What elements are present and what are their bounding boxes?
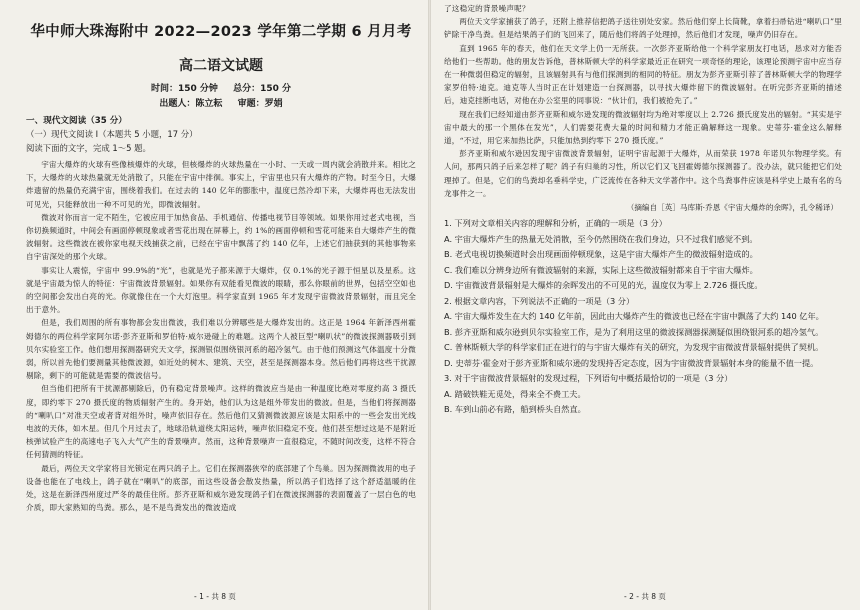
passage-source: （摘编自［英］马库斯·乔恩《宇宙大爆炸的余晖》，孔令稀译） <box>626 203 838 213</box>
exam-reviewer: 审题：罗娟 <box>237 99 283 109</box>
question-option: B. 彭齐亚斯和威尔逊到贝尔实验室工作，是为了利用这里的微波探测器探测疑似围绕银河系的超冷氢气。 <box>444 326 824 337</box>
question-option: C. 我们难以分辨身边所有微波辐射的来源，实际上这些微波辐射都来自于宇宙大爆炸。 <box>444 264 758 275</box>
question-option: C. 普林斯顿大学的科学家们正在进行的与宇宙大爆炸有关的研究，为发现宇宙微波背景辐射提供了契机。 <box>444 342 824 353</box>
page-two <box>430 0 860 610</box>
exam-title: 华中师大珠海附中 2022—2023 学年第二学期 6 月月考 <box>30 24 412 40</box>
question-option: B. 老式电视切换频道时会出现画面停顿现象，这是宇宙大爆炸产生的微波辐射造成的。 <box>444 249 758 260</box>
question-option: D. 史蒂芬·霍金对于彭齐亚斯和威尔逊的发现持否定态度，因为宇宙微波背景辐射本身的能量不值一提。 <box>444 357 819 368</box>
question-stem: 1. 下列对文章相关内容的理解和分析，正确的一项是（3 分） <box>444 218 667 229</box>
exam-setter: 出题人：陈立耘 <box>159 99 223 109</box>
passage-part-two <box>444 2 842 200</box>
passage-paragraph: 直到 1965 年的春天，他们在天文学上仍一无所获。一次彭齐亚斯给他一个科学家朋友打电话，恳求对方能否给他们一些帮助。他的朋友告诉他，普林斯顿大学的科学家最近正在研究一项奇怪的理论，该理论预测宇宙中应当存在一种微弱但稳定的辐射，且该辐射具有与他们探测到的相同的特征。朋友为彭齐亚斯引荐了普林斯顿大学的物理学家罗伯特·迪克。迪克等人当时正在计划建造一台探测器，以寻找大爆炸留下的微波辐射。在听完彭齐亚斯的描述后，迪克挂断电话，对他在办公室里的同事说：“伙计们，我们被抢先了。” <box>444 43 842 106</box>
question-option: A. 宇宙大爆炸发生在大约 140 亿年前，因此由大爆炸产生的微波也已经在宇宙中飘荡了大约 140 亿年。 <box>444 311 824 322</box>
passage-paragraph: 但当他们把所有干扰源都剔除后，仍有稳定背景噪声。这样的微波应当是由一种温度比绝对零度约高 3 摄氏度，即约零下 270 摄氏度的物质辐射产生的。身开始，他们认为这是组外带发出的微波。但是，当他们将探测器的“喇叭口”对准天空或者背对组外时，噪声依旧存在。然后他们又猜测微波源应该是太阳系中的一些会发出光线电波的天体，如木星。但几个月过去了，地球沿轨道绕太阳运转，噪声依旧稳定不变。他们甚至想过这是不是附近核弹试验产生的高速电子飞入大气产生的背景噪声。然而，这种背景噪声一直很稳定，不随时间改变，这样不符合任何猜测的特征。 <box>26 384 416 460</box>
question-option: B. 车到山前必有路，船到桥头自然直。 <box>444 404 586 415</box>
reading-instruction: 阅读下面的文字，完成 1～5 题。 <box>26 143 151 153</box>
subsection-heading: （一）现代文阅读 I（本题共 5 小题，17 分） <box>26 129 198 139</box>
passage-paragraph: 微波对你而言一定不陌生，它被应用于加热食品、手机通信、传播电视节目等领域。如果你用过老式电视，当你切换频道时，中间会有画面停顿现象或者雪花出现在屏幕上，约 1%的画面停顿和雪花可能来自大爆炸产生的微波辐射。这些微波在被你家电视天线捕获之前，已经在宇宙中飘荡了约 140 亿年，上述它们抽获到的其他事物来自宇宙深处的那个火球。 <box>26 212 416 262</box>
question-stem: 3. 对于宇宙微波背景辐射的发现过程，下列语句中概括最恰切的一项是（3 分） <box>444 373 733 384</box>
passage-paragraph: 两位天文学家捕获了鸽子，还附上推荐信把鸽子送往别处安家。然后他们穿上长筒靴，拿着扫帚钻进“喇叭口”里铲除干净鸟粪。但是结果鸽子们的飞回来了，随后他们将鸽子处理掉，然后他们才发现，噪声仍旧存在。 <box>444 17 842 40</box>
question-option: A. 宇宙大爆炸产生的热量无处消散，至今仍然围绕在我们身边，只不过我们感觉不到。 <box>444 233 758 244</box>
question-option: D. 宇宙微波背景辐射是大爆炸的余晖发出的不可见的光，温度仅为零上 2.726 摄氏度。 <box>444 280 763 291</box>
page-footer: - 2 - 共 8 页 <box>624 592 666 601</box>
exam-subtitle: 高二语文试题 <box>179 58 263 74</box>
exam-authors <box>26 96 416 109</box>
exam-time-score <box>26 81 416 94</box>
passage-paragraph: 宇宙大爆炸的火球有些像核爆炸的火球，但核爆炸的火球热量在一小时、一天或一周内就会消散并来。相比之下，大爆炸的火球热量就无处消散了，只能在宇宙中徘徊。事实上，宇宙里也只有大爆炸的产物。时至今日，大爆炸遗留的热量仍充满宇宙，围绕着我们。在过去的 140 亿年的膨胀中，温度已然冷却下来，大爆炸再也无法发出可见光，只能释放出一种不可见的光，即微波辐射。 <box>26 160 416 209</box>
passage-paragraph: 但是，我们周围的所有事物都会发出微波，我们难以分辨哪些是大爆炸发出的。这正是 1964 年新泽西州霍姆德尔的两位科学家阿尔诺·彭齐亚斯和罗伯特·威尔逊碰上的难题。这两个人被巨型“喇叭状”的微波探测器吸引到贝尔实验室工作。他们想用探测器研究天文学，探测银似围绕银河系的超冷氢气。由于他们预测这气体温度十分微弱，所以首先他们要测量其他微波源，如近处的树木、建筑、天空，甚至是探测器本身。然后他们再将这些干扰源剔除，剩下的可能就是需要的微波信号。 <box>26 318 416 381</box>
passage-part-one <box>26 158 416 514</box>
question-1 <box>444 216 842 294</box>
question-3 <box>444 371 842 418</box>
passage-paragraph: 事实让人震惊，宇宙中 99.9%的“光”，也就是光子都来源于大爆炸，仅 0.1%的光子源于恒星以及星系。这就是宇宙最为惊人的特征：宇宙微波背景辐射。如果你有双能看见微波的眼睛，那么你眼前的世界，包括空空如也的空间都会发出白亮的光。你就像住在一个大灯泡里。科学家直到 1965 年才发现宇宙微波背景辐射，而且完全出于意外。 <box>26 265 416 315</box>
passage-paragraph: 现在我们已经知道由彭齐亚斯和威尔逊发现的微波辐射均为绝对零度以上 2.726 摄氏度发出的辐射。“其实是宇宙中最大的那一个黑体在发光”，人们需要花费大量的时间和精力才能正确解释这一现象。史蒂芬·霍金这么解释道，“不过，用它来加热比萨，只能加热到约零下 270 摄氏度。” <box>444 109 842 146</box>
page-footer: - 1 - 共 8 页 <box>194 592 236 601</box>
passage-paragraph: 最后，两位天文学家将目光锁定在两只鸽子上。它们在探测器狭窄的底部建了个鸟巢。因为探测微波用的电子设备也能在了电线上，鸽子就在“喇叭”的底部，而这些设备会散发热量，所以鸽子们选择了这个舒适温暖的住处，这是在新泽西州度过严冬的最佳住所。彭齐亚斯和威尔逊发现鸽子们在微波探测器的表面覆盖了一层白色的电介质，即大家熟知的鸟粪。那么，是不是鸟粪发出的微波造成 <box>26 463 416 513</box>
passage-paragraph: 了这稳定的背景噪声呢？ <box>444 4 530 13</box>
question-2 <box>444 294 842 372</box>
passage-paragraph: 彭齐亚斯和威尔逊因发现宇宙微波背景辐射，证明宇宙起源于大爆炸，从而荣获 1978 年诺贝尔物理学奖。有人问，那两只鸽子后来怎样了呢？鸽子有归巢的习性，所以它们又飞回霍姆德尔探测器了。没办法，就只能把它们处理掉了。但是，它们的鸟粪却名垂科学史，广泛流传在各种天文学著作中。这个鸟粪事件应该是科学史上最有名的乌龙事件之一。 <box>444 149 842 198</box>
question-stem: 2. 根据文章内容，下列说法不正确的一项是（3 分） <box>444 295 635 306</box>
question-option: A. 踏破铁鞋无觅处，得来全不费工夫。 <box>444 388 586 399</box>
section-heading: 一、现代文阅读（35 分） <box>26 116 127 126</box>
exam-time: 时间：150 分钟 <box>151 84 218 94</box>
exam-total-score: 总分：150 分 <box>233 84 291 94</box>
